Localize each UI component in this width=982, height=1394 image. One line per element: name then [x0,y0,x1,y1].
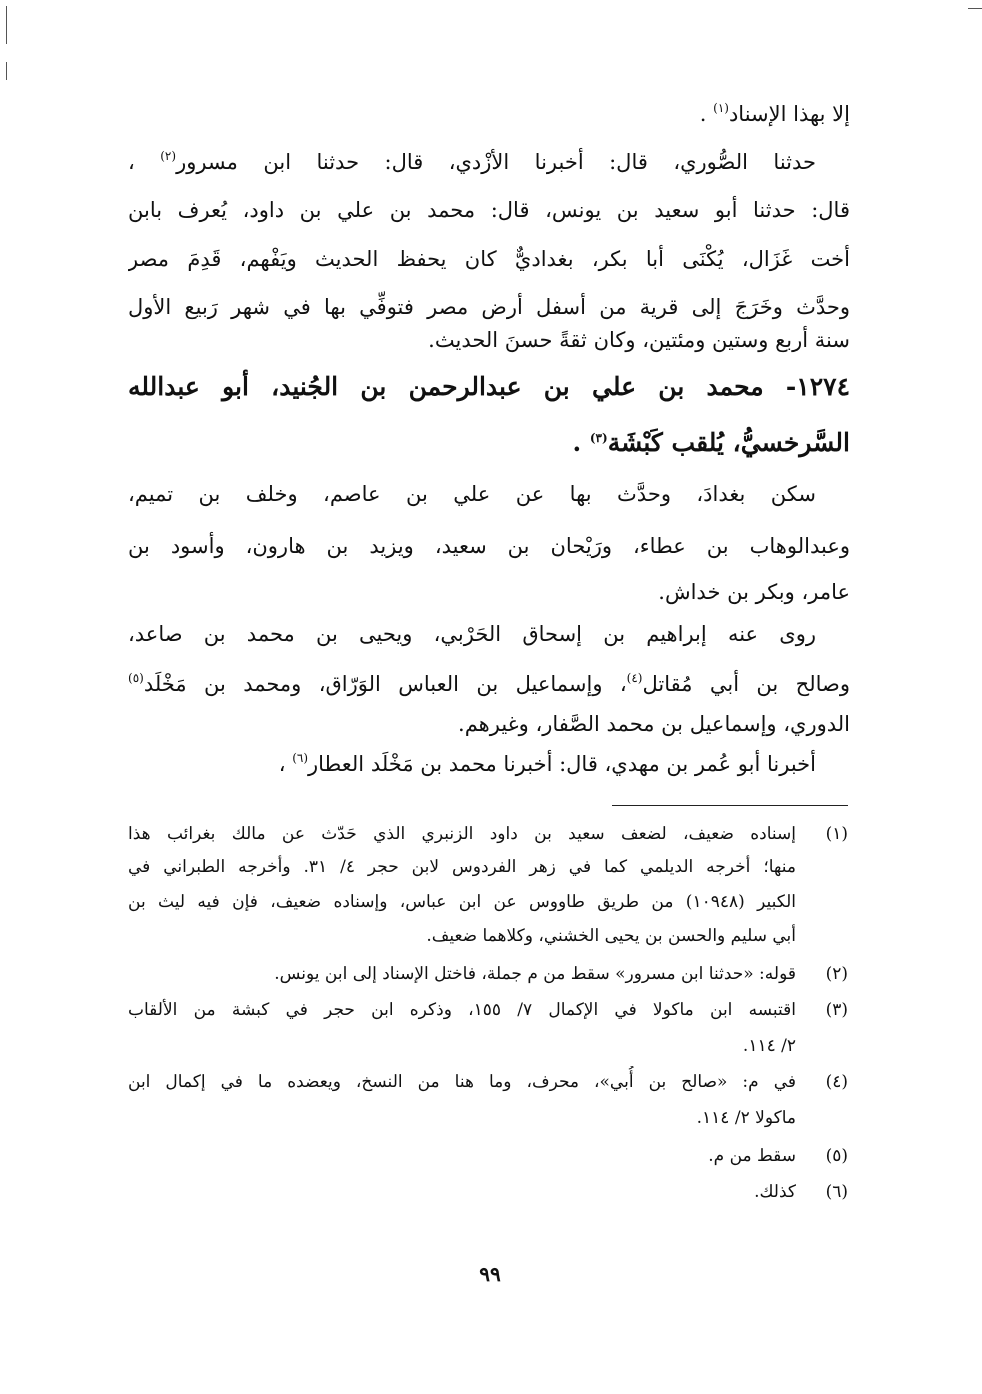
footnote-line: اقتبسه ابن ماكولا في الإكمال ٧/ ١٥٥، وذكره ابن حجر في كبشة من الألقاب [128,1000,796,1020]
scan-edge-mark [6,6,7,44]
footnote-ref: (٤) [626,671,643,685]
paragraph-line: عامر، وبكر بن خداش. [658,580,850,604]
paragraph-line: أخت غَزَال، يُكْنَى أبا بكر، بغداديٌّ كان يحفظ الحديث ويَفْهم، قَدِمَ مصر [128,247,850,271]
punctuation: . [572,428,590,457]
paragraph-line: وحدَّث وخَرَجَ إلى قرية من أسفل أرض مصر فتوفِّي بها في شهر رَبيع الأول [128,295,850,319]
footnote-ref: (٣) [589,431,608,445]
paragraph-line [128,740,850,788]
paragraph-text: أخبرنا أبو عُمر بن مهدي، قال: أخبرنا محمد بن مَخْلَد العطار [308,752,816,776]
footnote-line: ٢/ ١١٤. [742,1036,796,1056]
footnote-number: (٤) [825,1072,848,1092]
footnote-line: قوله: «حدثنا ابن مسرور» سقط من م جملة، فاختل الإسناد إلى ابن يونس. [274,964,796,984]
footnote-ref: (٢) [160,149,177,163]
paragraph-line: سنة أربع وستين ومئتين، وكان ثقةً حسنَ الحديث. [428,328,850,352]
entry-heading: ١٢٧٤- محمد بن علي بن عبدالرحمن بن الجُنيد، أبو عبدالله [128,372,850,401]
footnote-line: منها؛ أخرجه الديلمي كما في زهر الفردوس لابن حجر ٤/ ٣١. وأخرجه الطبراني في [128,857,796,877]
punctuation: ، [128,150,161,174]
footnote-number: (٢) [825,964,848,984]
entry-heading [128,416,850,470]
footnote-number: (٣) [825,1000,848,1020]
footnote-line: في م: «صالح بن أُبي»، محرف، وما هنا من النسخ، ويعضده ما في إكمال ابن [128,1072,796,1092]
paragraph-line: سكن بغدادَ، وحدَّث بها عن علي بن عاصم، وخلف بن تميم، [128,482,816,506]
footnote-line: إسناده ضعيف، لضعف سعيد بن داود الزنبري الذي حَدّث عن مالك بغرائب هذا [128,824,796,844]
scan-edge-mark [968,8,982,9]
footnote-line: كذلك. [754,1182,796,1202]
footnote-ref: (١) [713,101,729,115]
footnote-separator [612,805,848,806]
footnote-line: ماكولا ٢/ ١١٤. [696,1108,796,1128]
footnote-number: (٥) [825,1146,848,1166]
paragraph-text: حدثنا الصُّوري، قال: أخبرنا الأزْدي، قال: حدثنا ابن مسرور [176,150,817,174]
continuation-text: إلا بهذا الإسناد [728,102,850,126]
continuation-line [128,90,850,138]
paragraph-line [128,138,850,186]
paragraph-line: روى عنه إبراهيم بن إسحاق الحَرْبي، ويحيى بن محمد بن صاعد، [128,622,816,646]
paragraph-text: وصالح بن أبي مُقاتل [642,672,850,696]
paragraph-line: الدوري، وإسماعيل بن محمد الصَّفار، وغيرهم. [458,712,850,736]
punctuation: ، [278,752,293,776]
paragraph-line: قال: حدثنا أبو سعيد بن يونس، قال: محمد بن علي بن داود، يُعرف بابن [128,198,850,222]
footnote-line: أبي سليم والحسن بن يحيى الخشني، وكلاهما ضعيف. [426,926,796,946]
footnote-line: سقط من م. [708,1146,796,1166]
punctuation: . [699,102,714,126]
page-number: ٩٩ [479,1262,501,1286]
scan-edge-mark [6,62,7,80]
footnote-ref: (٥) [128,671,144,685]
footnote-line: الكبير (١٠٩٤٨) من طريق طاووس عن ابن عباس، وإسناده ضعيف، فإن فيه ليث بن [128,892,796,912]
paragraph-text: ، وإسماعيل بن العباس الوَرّاق، ومحمد بن مَخْلَد [143,672,627,696]
entry-name: السَّرخسيُّ، يُلقب كَبْشَة [607,428,850,457]
footnote-number: (٦) [825,1182,848,1202]
footnote-number: (١) [825,824,848,844]
paragraph-line: وعبدالوهاب بن عطاء، ورَيْحان بن سعيد، ويزيد بن هارون، وأسود بن [128,534,850,558]
footnote-ref: (٦) [292,751,309,765]
